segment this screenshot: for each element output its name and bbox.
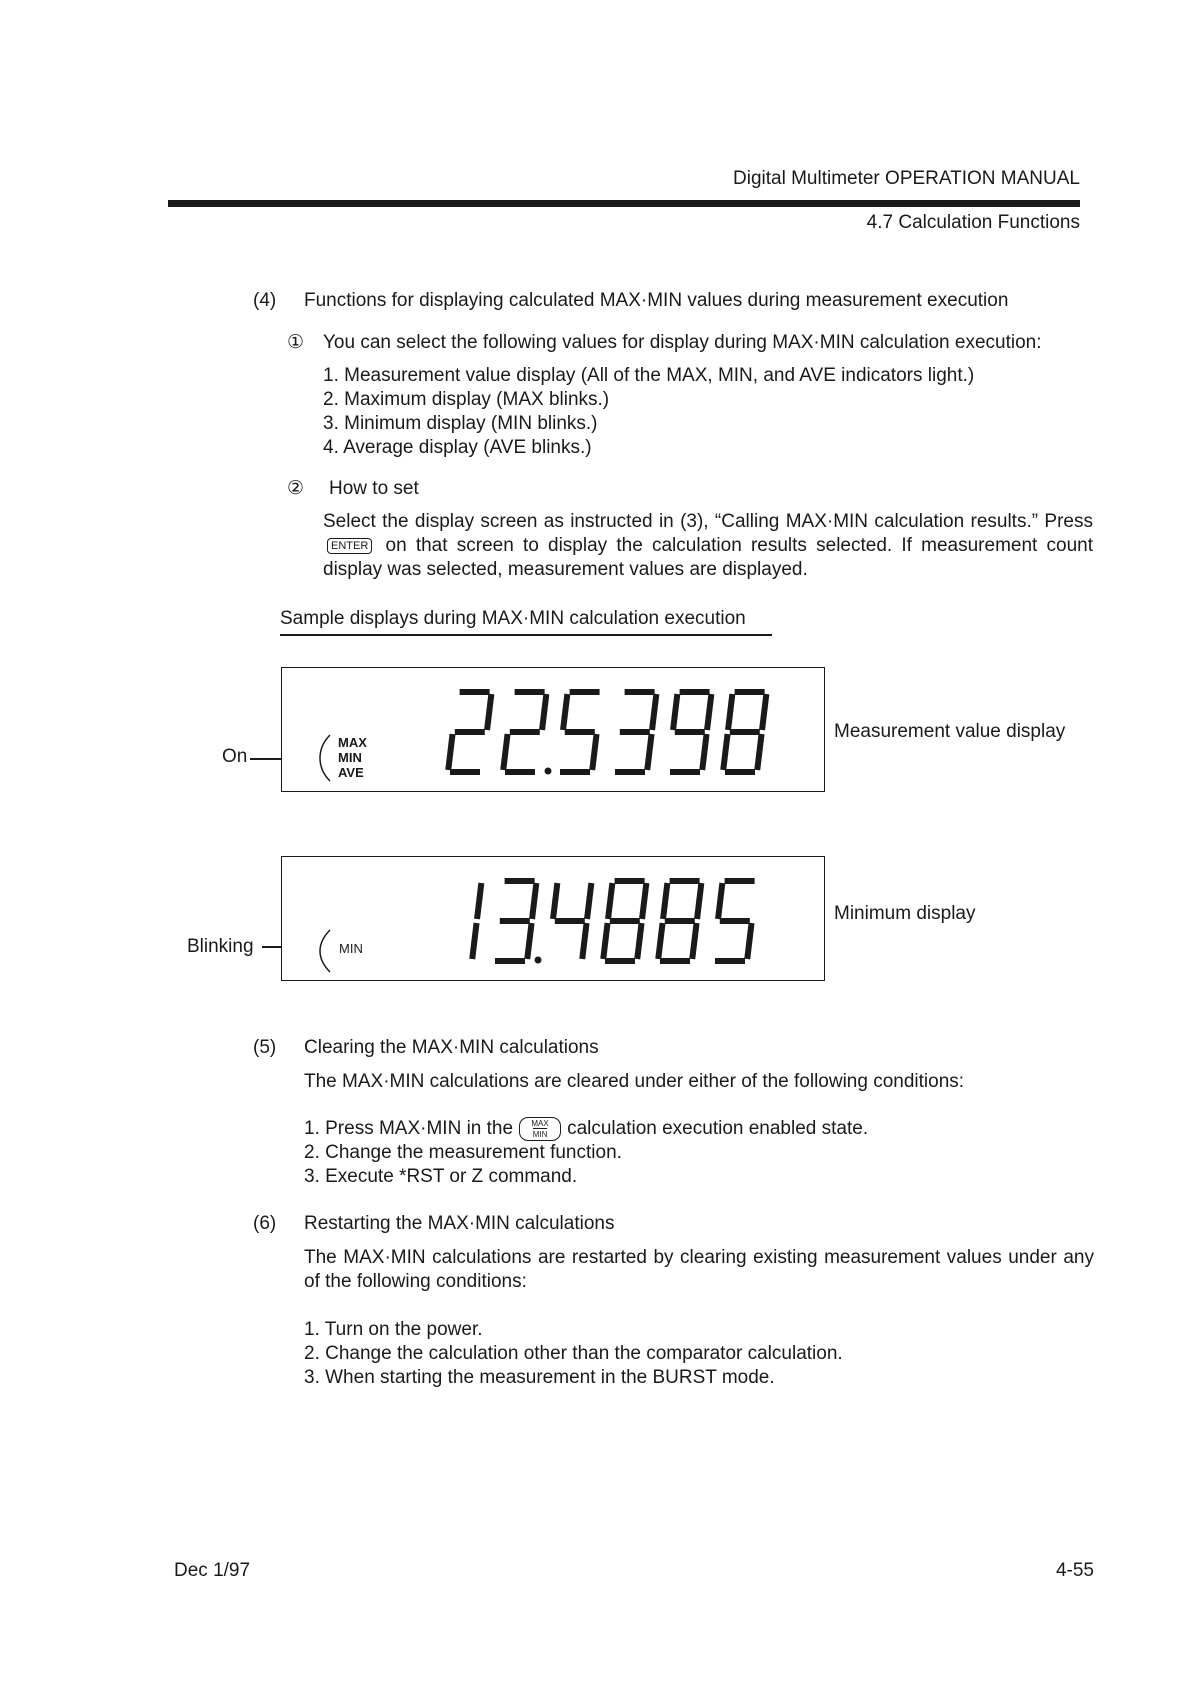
- segment-b: [762, 694, 766, 730]
- list-item: 2. Maximum display (MAX blinks.): [323, 389, 610, 410]
- sec5-list: [304, 1117, 868, 1189]
- footer-date: Dec 1/97: [174, 1560, 251, 1581]
- segment-f: [663, 883, 667, 919]
- seg-digit: [658, 881, 701, 961]
- list-item: 2. Change the calculation other than the comparator calculation.: [304, 1343, 843, 1364]
- list-item: 3. Minimum display (MIN blinks.): [323, 413, 598, 434]
- sample-caption: Sample displays during MAX·MIN calculation execution: [280, 608, 746, 629]
- segment-e: [448, 734, 452, 770]
- segment-c: [647, 734, 651, 770]
- segment-c: [637, 923, 641, 959]
- circle-two-marker: ②: [287, 478, 305, 499]
- segment-c: [757, 734, 761, 770]
- seven-segment-readout: [448, 692, 788, 782]
- key-label-top: MAX: [531, 1119, 549, 1128]
- segment-c: [592, 734, 596, 770]
- seg-digit: [615, 692, 656, 772]
- segment-c: [702, 734, 706, 770]
- segment-f: [718, 883, 722, 919]
- seg-digit: [448, 692, 491, 772]
- list-item: 2. Change the measurement function.: [304, 1142, 622, 1164]
- indicator-min: MIN: [338, 750, 362, 765]
- segment-b: [587, 883, 591, 919]
- indicator-ave: AVE: [338, 765, 364, 780]
- segment-b: [642, 883, 646, 919]
- c2-para-b: on that screen to display the calculation results selected. If measurement count display was selected, measurement values are displayed.: [323, 535, 1094, 580]
- list-item: 4. Average display (AVE blinks.): [323, 437, 592, 458]
- key-label-bottom: MIN: [532, 1130, 548, 1139]
- segment-b: [487, 694, 491, 730]
- indicator-stack: [338, 735, 367, 780]
- item1-text-a: 1. Press MAX·MIN in the: [304, 1118, 514, 1140]
- sec4-title: Functions for displaying calculated MAX·MIN values during measurement execution: [304, 290, 1009, 311]
- sec6-list: [304, 1318, 843, 1390]
- c1-list: [323, 364, 974, 460]
- segment-f: [608, 883, 612, 919]
- max-min-key: [519, 1117, 561, 1141]
- seg-digit: [472, 883, 481, 959]
- seg-digit: [670, 692, 711, 772]
- circle-one-marker: ①: [287, 332, 305, 353]
- segment-e: [503, 734, 507, 770]
- segment-f: [563, 694, 567, 730]
- list-item: 3. Execute *RST or Z command.: [304, 1166, 578, 1188]
- list-item: 1. Turn on the power.: [304, 1319, 483, 1340]
- segment-c: [747, 923, 751, 959]
- sec6-number: (6): [253, 1213, 277, 1234]
- list-item: [304, 1117, 868, 1141]
- sec5-number: (5): [253, 1037, 277, 1058]
- segment-b: [652, 694, 656, 730]
- segment-c: [472, 923, 476, 959]
- header-rule: [168, 200, 1080, 207]
- segment-b: [697, 883, 701, 919]
- seg-digit: [723, 692, 766, 772]
- segment-f: [553, 883, 557, 919]
- indicator-brace: [318, 733, 332, 783]
- caption-underline: [280, 634, 772, 636]
- seg-digit: [560, 692, 600, 772]
- decimal-point: [535, 957, 542, 964]
- segment-b: [542, 694, 546, 730]
- enter-key: ENTER: [327, 538, 372, 554]
- segment-e: [658, 923, 662, 959]
- segment-c: [582, 923, 586, 959]
- seg-digit: [553, 883, 591, 959]
- indicator-max: MAX: [338, 735, 367, 750]
- decimal-point: [545, 768, 552, 775]
- segment-e: [723, 734, 727, 770]
- c2-para-a: Select the display screen as instructed in (3), “Calling MAX·MIN calculation results.” Press: [323, 511, 1093, 532]
- seven-segment-readout: [438, 881, 778, 971]
- segment-c: [527, 923, 531, 959]
- seg-digit: [715, 881, 755, 961]
- list-item: 3. When starting the measurement in the BURST mode.: [304, 1367, 775, 1388]
- segment-f: [673, 694, 677, 730]
- sec4-number: (4): [253, 290, 277, 311]
- seg-digit: [503, 692, 546, 772]
- segment-e: [603, 923, 607, 959]
- sec5-intro: The MAX·MIN calculations are cleared under either of the following conditions:: [304, 1071, 965, 1092]
- page-number: 4-55: [1055, 1560, 1094, 1581]
- seg-digit: [495, 881, 536, 961]
- indicator-min: MIN: [339, 941, 363, 956]
- segment-b: [532, 883, 536, 919]
- segment-b: [477, 883, 481, 919]
- sec5-title: Clearing the MAX·MIN calculations: [304, 1037, 599, 1058]
- c1-text: You can select the following values for display during MAX·MIN calculation execution:: [323, 332, 1042, 353]
- display2-caption: Minimum display: [834, 903, 976, 924]
- blinking-label: Blinking: [187, 936, 254, 957]
- indicator-brace: [318, 928, 332, 974]
- manual-title: Digital Multimeter OPERATION MANUAL: [733, 168, 1080, 189]
- c2-text: How to set: [329, 478, 419, 499]
- item1-text-b: calculation execution enabled state.: [567, 1118, 869, 1140]
- section-title: 4.7 Calculation Functions: [866, 212, 1080, 233]
- c2-paragraph: [323, 510, 1093, 582]
- segment-c: [692, 923, 696, 959]
- segment-b: [707, 694, 711, 730]
- display1-caption: Measurement value display: [834, 721, 1066, 742]
- sec6-intro: The MAX·MIN calculations are restarted by clearing existing measurement values under any of the following conditions:: [304, 1247, 1094, 1292]
- list-item: 1. Measurement value display (All of the MAX, MIN, and AVE indicators light.): [323, 365, 975, 386]
- on-label: On: [222, 746, 248, 767]
- segment-f: [728, 694, 732, 730]
- sec6-title: Restarting the MAX·MIN calculations: [304, 1213, 615, 1234]
- seg-digit: [603, 881, 646, 961]
